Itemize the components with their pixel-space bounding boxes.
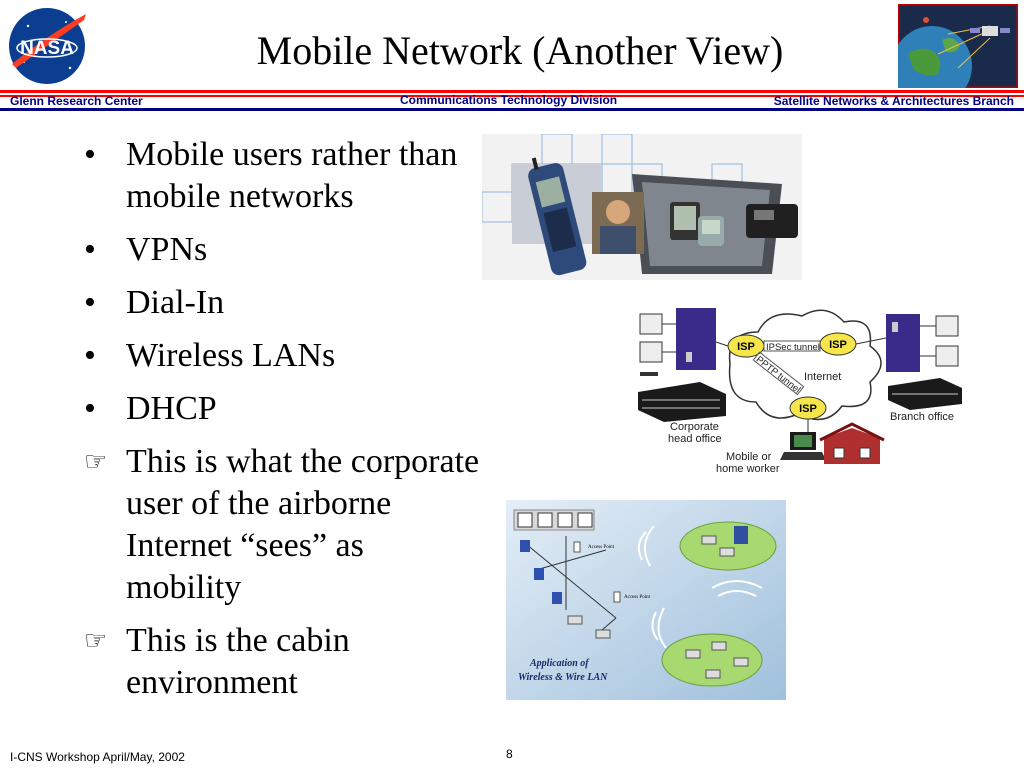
bullet-item	[84, 282, 484, 324]
bullet-text: Dial-In	[126, 284, 225, 321]
vpn-network-diagram	[630, 302, 970, 480]
footer-left-text: I-CNS Workshop April/May, 2002	[10, 750, 185, 764]
page-number: 8	[506, 747, 513, 761]
nasa-logo	[6, 6, 88, 86]
mail-icon	[558, 513, 572, 527]
wireless-lan-diagram	[506, 500, 786, 700]
save-icon	[518, 513, 532, 527]
pointing-hand-icon: ☞	[84, 447, 108, 476]
isp-badge-right	[820, 333, 856, 355]
bullet-marker: •	[84, 136, 96, 173]
header-left-text: Glenn Research Center	[10, 94, 143, 108]
bullet-list	[84, 134, 484, 715]
header-rule-blue	[0, 108, 1024, 111]
nasa-logo-text: NASA	[20, 38, 74, 59]
slide-title: Mobile Network (Another View)	[256, 28, 784, 73]
bullet-marker: •	[84, 337, 96, 374]
bullet-item	[84, 229, 484, 271]
branch-office-label: Branch office	[890, 411, 955, 423]
pointing-hand-icon: ☞	[84, 626, 108, 655]
corporate-label-1: Corporate	[670, 421, 719, 433]
mobile-label-1: Mobile or	[726, 451, 772, 463]
access-point-label-1: Access Point	[588, 545, 614, 550]
mobile-devices-image	[482, 134, 802, 280]
bullet-item	[84, 134, 484, 218]
ipsec-label: IPSec tunnel	[766, 342, 820, 353]
bullet-marker: •	[84, 231, 96, 268]
header-right-text: Satellite Networks & Architectures Branch	[773, 94, 1014, 108]
isp-badge-bottom	[790, 397, 826, 419]
print-icon	[538, 513, 552, 527]
bullet-item	[84, 620, 484, 704]
corporate-label-2: head office	[668, 433, 722, 445]
isp-label-bottom: ISP	[799, 403, 817, 415]
header-center-text: Communications Technology Division	[400, 93, 618, 107]
bullet-text: This is what the corporate user of the airborne Internet “sees” as mobility	[126, 443, 480, 606]
bullet-text: VPNs	[126, 231, 208, 268]
isp-label-right: ISP	[829, 339, 847, 351]
bullet-text: This is the cabin environment	[126, 622, 350, 701]
bullet-item	[84, 441, 484, 609]
bullet-marker: •	[84, 284, 96, 321]
bullet-marker: •	[84, 390, 96, 427]
satellite-earth-image	[898, 4, 1018, 88]
access-point-label-2: Access Point	[624, 595, 650, 600]
bullet-text: Mobile users rather than mobile networks	[126, 136, 458, 215]
edit-icon	[578, 513, 592, 527]
mobile-label-2: home worker	[716, 463, 780, 475]
bullet-text: DHCP	[126, 390, 217, 427]
internet-label: Internet	[804, 371, 842, 383]
isp-label-left: ISP	[737, 341, 755, 353]
bullet-item	[84, 335, 484, 377]
lan-caption-2: Wireless & Wire LAN	[518, 672, 608, 683]
bullet-text: Wireless LANs	[126, 337, 336, 374]
bullet-item	[84, 388, 484, 430]
lan-caption-1: Application of	[530, 658, 589, 669]
pptp-label: PPTP tunnel	[753, 354, 803, 396]
